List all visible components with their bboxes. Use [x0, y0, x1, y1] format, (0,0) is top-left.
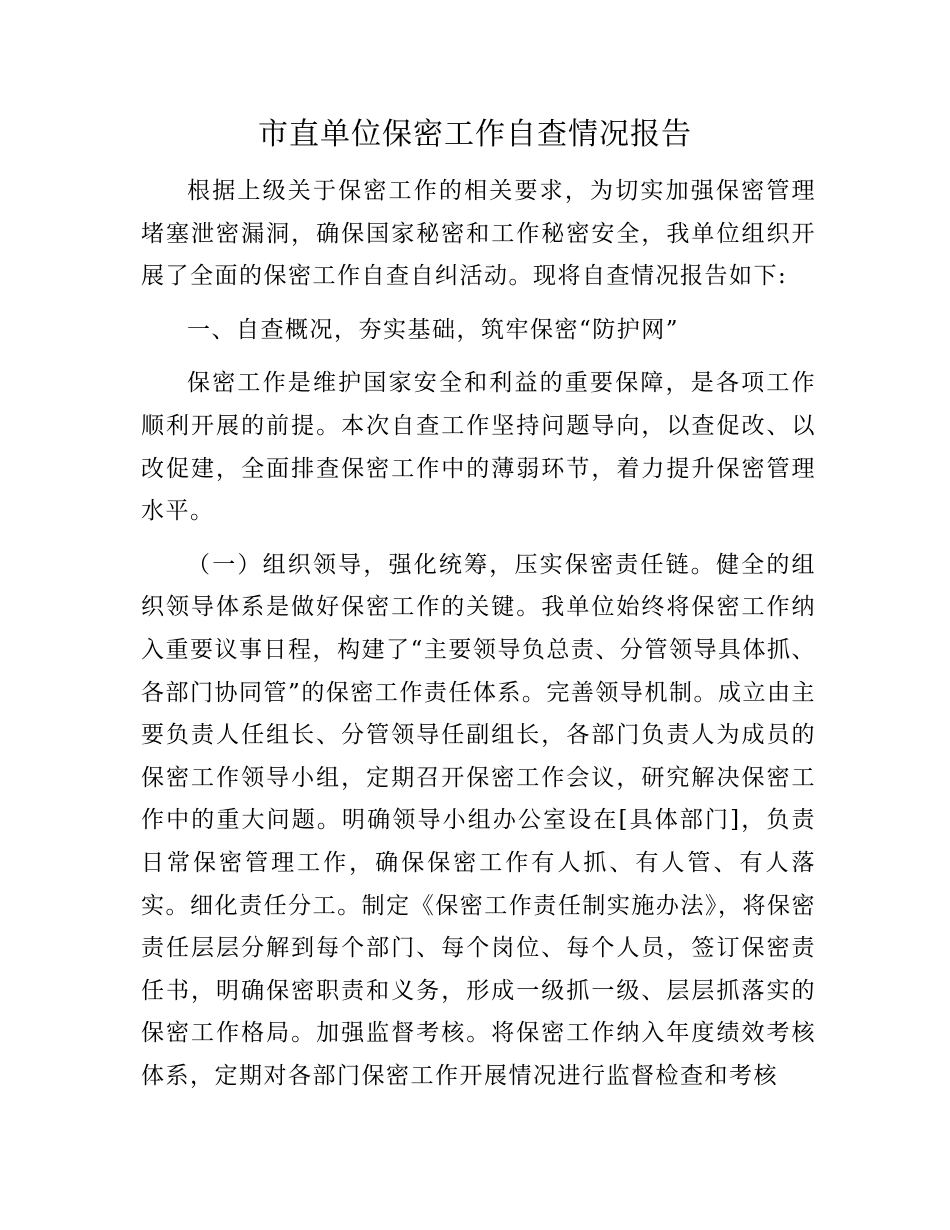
- section-1-paragraph: 保密工作是维护国家安全和利益的重要保障，是各项工作顺利开展的前提。本次自查工作坚持问题导向，以查促改、以改促建，全面排查保密工作中的薄弱环节，着力提升保密管理水平。: [141, 370, 816, 525]
- section-heading-1: 一、自查概况，夯实基础，筑牢保密“防护网”: [187, 316, 680, 343]
- document-title: 市直单位保密工作自查情况报告: [258, 117, 692, 152]
- document-body: [141, 170, 816, 1108]
- subsection-1-paragraph: （一）组织领导，强化统筹，压实保密责任链。健全的组织领导体系是做好保密工作的关键。我单位始终将保密工作纳入重要议事日程，构建了“主要领导负总责、分管领导具体抓、各部门协同管”的保密工作责任体系。完善领导机制。成立由主要负责人任组长、分管领导任副组长，各部门负责人为成员的保密工作领导小组，定期召开保密工作会议，研究解决保密工作中的重大问题。明确领导小组办公室设在[具体部门]，负责日常保密管理工作，确保保密工作有人抓、有人管、有人落实。细化责任分工。制定《保密工作责任制实施办法》，将保密责任层层分解到每个部门、每个岗位、每个人员，签订保密责任书，明确保密职责和义务，形成一级抓一级、层层抓落实的保密工作格局。加强监督考核。将保密工作纳入年度绩效考核体系，定期对各部门保密工作开展情况进行监督检查和考核: [141, 551, 816, 1089]
- intro-paragraph: 根据上级关于保密工作的相关要求，为切实加强保密管理堵塞泄密漏洞，确保国家秘密和工作秘密安全，我单位组织开展了全面的保密工作自查自纠活动。现将自查情况报告如下:: [141, 178, 816, 290]
